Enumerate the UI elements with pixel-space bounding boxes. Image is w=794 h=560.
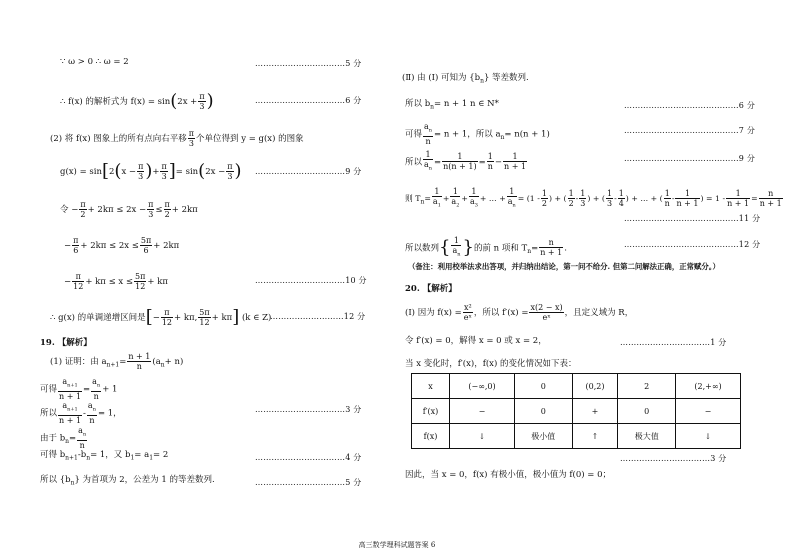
line-r-split: 所以 $\frac{1}{a_n}$ = $\frac{1}{n(n + 1)}$ = $\frac{1}{n}$ − $\frac{1}{n + 1}$ — [405, 150, 527, 172]
score-12-left: ………………………12 分 — [270, 312, 366, 321]
score-12-right: ……………………………………12 分 — [624, 240, 761, 249]
score-9-left: ……………………………9 分 — [255, 167, 362, 176]
score-5-left-2: ……………………………5 分 — [255, 478, 362, 487]
line-inequality-3: − $\frac{\pi}{12}$ + kπ ≤ x ≤ $\frac{5\pi}{12}$ + kπ — [64, 272, 168, 291]
line-r-part2: (Ⅱ) 由 (Ⅰ) 可知为 $\{b_n\}$ 等差数列. — [402, 73, 529, 85]
line-19-derive-2: 所以 $\frac{a_{n+1}}{n + 1}$ - $\frac{a_n}{n}$ = 1， — [40, 401, 122, 425]
line-19-conclusion: 所以 $\{b_n\}$ 为首项为 2，公差为 1 的等差数列. — [40, 475, 215, 487]
score-4-left: ……………………………4 分 — [255, 453, 362, 462]
line-gx: g(x) = sin[2(x − $\frac{\pi}{3}$ )+ $\frac{\pi}{3}$ ]= sin(2x − $\frac{\pi}{3}$ ) — [60, 160, 242, 182]
table-row-header: x (−∞,0) 0 (0,2) 2 (2,+∞) — [412, 374, 741, 399]
variation-table — [411, 373, 741, 449]
omega-text: ∵ ω > 0 ∴ ω = 2 — [60, 57, 129, 67]
line-r-tn-sum: 则 $T_n=$ $\frac{1}{a_1}$ + $\frac{1}{a_2}$ + $\frac{1}{a_3}$ + … + $\frac{1}{a_n}$ = (1 - $\frac{1}{2}$ ) + ( $\frac{1}{2}$ - $\frac{1}{3}$ ) + ( $\frac{1}{3}$ - $\frac{1}{4}$ ) + … + ( $\frac{1}{n}$ - $\frac{1}{n + 1}$ ) = 1 - $\frac{1}{n + 1}$ = $\frac{n}{n + 1}$ — [405, 187, 782, 209]
line-20-zeros: 令 f′(x) = 0，解得 x = 0 或 x = 2， — [405, 336, 547, 346]
score-11-right: ……………………………………11 分 — [624, 214, 761, 223]
line-inequality-1: 令 − $\frac{\pi}{2}$ + 2kπ ≤ 2x − $\frac{\pi}{3}$ ≤ $\frac{\pi}{2}$ + 2kπ — [60, 200, 198, 219]
line-r-tn-result: 所以数列{ $\frac{1}{a_n}$ }的前 n 项和 $T_n=$ $\frac{n}{n + 1}$ . — [405, 236, 567, 258]
line-20-derivative: (Ⅰ) 因为 f(x) = $\frac{\text{x²}}{\text{eˣ}}$ ，所以 f′(x) = $\frac{x(2 - x)}{\text{eˣ}}$ ，且定义域为 R， — [405, 303, 634, 322]
line-19-bn-diff: 可得 $b_{n+1}-b_n= 1$，又 $b_1= a_1= 2$ — [40, 450, 169, 462]
line-20-table-intro: 当 x 变化时，f′(x)，f(x) 的变化情况如下表： — [405, 359, 577, 369]
score-3-left: ……………………………3 分 — [255, 405, 362, 414]
line-r-bn: 所以 $b_n= n + 1$ n ∈ N* — [405, 99, 499, 111]
q19-heading: 19. 【解析】 — [40, 338, 92, 348]
score-7-right: ……………………………………7 分 — [624, 126, 756, 135]
note-remark: （备注：利用校举法求出答项，并归纳出结论，第一问不给分. 但第二问解法正确，正常赋分。） — [408, 262, 720, 271]
line-fx-expression: ∴ f(x) 的解析式为 f(x) = sin(2x + $\frac{\pi}{3}$ ) — [60, 90, 214, 112]
line-r-an: 可得 $\frac{a_n}{n}$ = n + 1，所以 $a_n= n(n + 1)$ — [405, 122, 550, 146]
line-19-bn-def: 由于 $b_n=$ $\frac{a_n}{n}$ — [40, 426, 87, 450]
table-row-derivative: f′(x) − 0 + 0 − — [412, 399, 741, 424]
line-omega — [60, 56, 129, 68]
score-3-right: ……………………………3 分 — [620, 454, 727, 463]
score-6-right: ……………………………………6 分 — [624, 101, 756, 110]
line-increasing-interval: ∴ g(x) 的单调递增区间是[− $\frac{\pi}{12}$ + kπ, $\frac{5\pi}{12}$ + kπ] (k ∈ Z) — [50, 306, 272, 328]
score-1-right: ……………………………1 分 — [620, 338, 727, 347]
score-9-right: ……………………………………9 分 — [624, 154, 756, 163]
fx-label: ∴ f(x) 的解析式为 f(x) = sin — [60, 97, 171, 107]
q20-heading: 20. 【解析】 — [405, 284, 457, 294]
line-20-conclusion: 因此，当 x = 0，f(x) 有极小值，极小值为 f(0) = 0； — [405, 470, 612, 480]
score-10-left: ……………………………10 分 — [255, 276, 367, 285]
line-inequality-2: − $\frac{\pi}{6}$ + 2kπ ≤ 2x ≤ $\frac{5\pi}{6}$ + 2kπ — [64, 236, 180, 255]
page-footer: 高三数学理科试题答案 6 — [358, 541, 436, 549]
score-5-left: ……………………………5 分 — [255, 59, 362, 68]
line-shift: (2) 将 f(x) 图象上的所有点向右平移 $\frac{\pi}{3}$ 个单位得到 y = g(x) 的图象 — [50, 129, 304, 148]
line-19-recurrence: (1) 证明：由 $a_{n+1}=$ $\frac{n + 1}{n}$ $(a_n+ n)$ — [50, 352, 184, 371]
fx-arg: 2x + — [177, 97, 198, 107]
score-6-left: ……………………………6 分 — [255, 96, 362, 105]
line-19-derive-1: 可得 $\frac{a_{n+1}}{n + 1}$ = $\frac{a_n}{n}$ + 1 — [40, 377, 118, 401]
table-row-function: f(x) ↓ 极小值 ↑ 极大值 ↓ — [412, 424, 741, 449]
